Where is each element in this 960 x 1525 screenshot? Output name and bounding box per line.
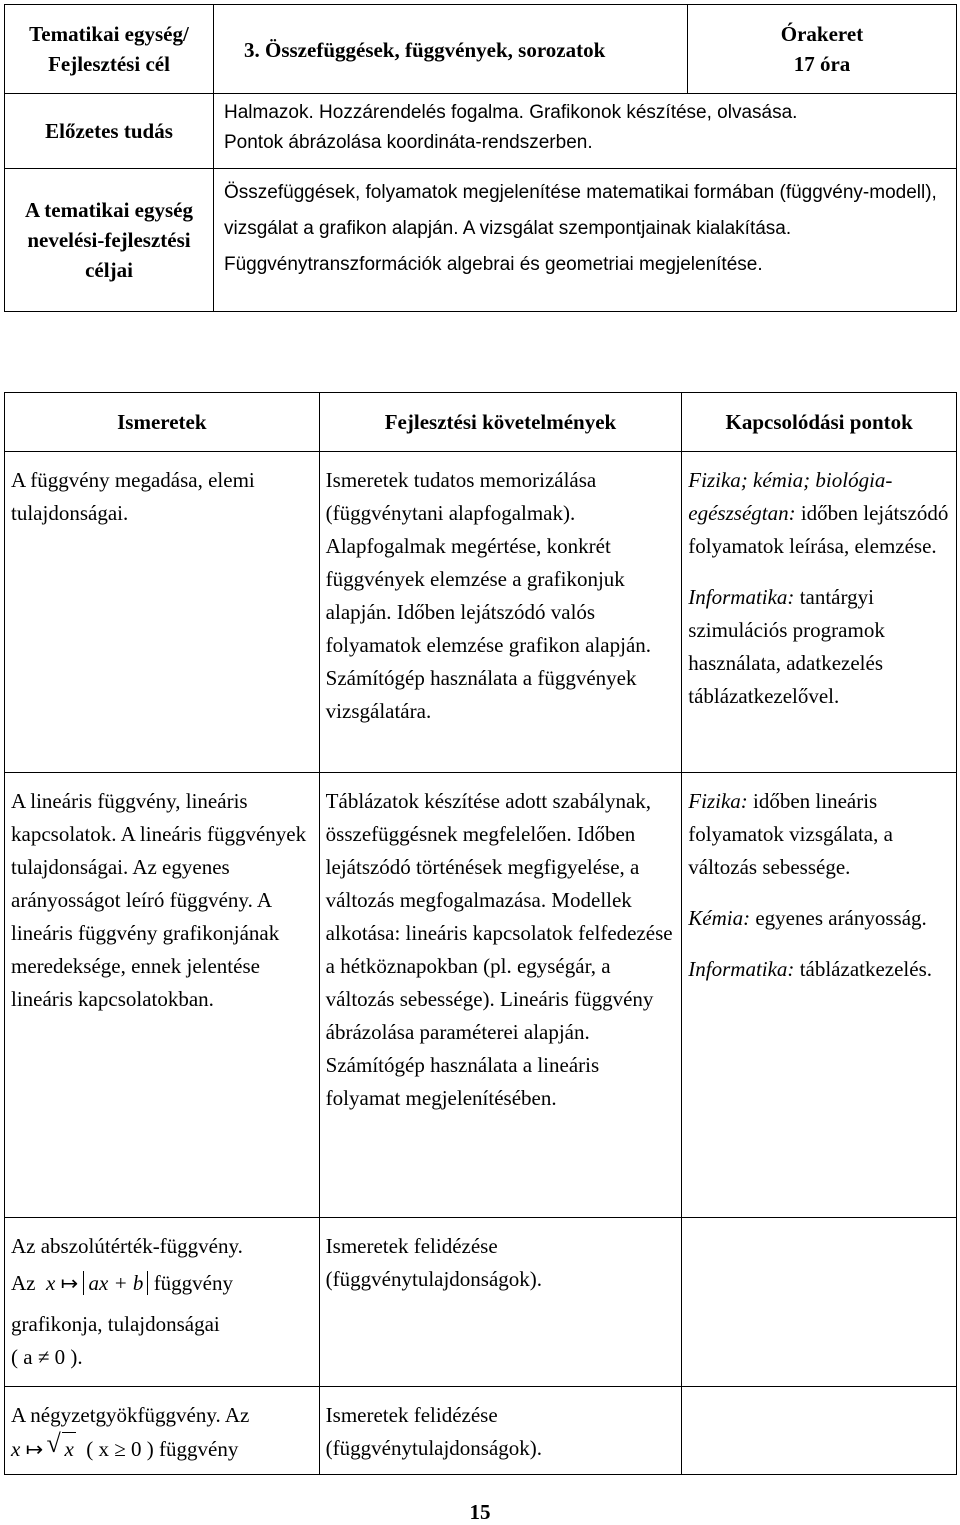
subject-name: Fizika; kémia; biológia-egészségtan:: [688, 468, 893, 525]
sqrt-function-title: A négyzetgyökfüggvény. Az: [11, 1403, 250, 1427]
abs-function-properties: grafikonja, tulajdonságai: [11, 1312, 220, 1336]
sqrt-function-formula: x ↦ √ x ( x ≥ 0 ) függvény: [11, 1432, 313, 1466]
connection-text: táblázatkezelés.: [799, 957, 933, 981]
row2-connections: [682, 773, 957, 1218]
prior-knowledge-line1: Halmazok. Hozzárendelés fogalma. Grafikonok készítése, olvasása.: [224, 102, 798, 123]
row1-requirements: Ismeretek tudatos memorizálása (függvénytani alapfogalmak). Alapfogalmak megértése, konkrét függvények elemzése a grafikonjuk alapján. Időben lejátszódó valós folyamatok elemzése grafikon alapján. Számítógép használata a függvények vizsgálatára.: [319, 452, 682, 773]
header-connections: Kapcsolódási pontok: [682, 393, 957, 452]
row1-connections: [682, 452, 957, 773]
curriculum-table: [4, 392, 957, 1475]
connection-entry: [688, 953, 950, 986]
topic-header-table: [4, 4, 957, 312]
hours-value: 17 óra: [793, 52, 851, 76]
connection-text: tantárgyi szimulációs programok használata, adatkezelés táblázatkezelővel.: [688, 585, 885, 708]
connection-entry: [688, 902, 950, 935]
row4-requirements: Ismeretek felidézése (függvénytulajdonságok).: [319, 1387, 682, 1475]
curriculum-header-row: [5, 393, 957, 452]
abs-function-title: Az abszolútérték-függvény.: [11, 1234, 243, 1258]
connection-text: egyenes arányosság.: [755, 906, 927, 930]
subject-name: Informatika:: [688, 957, 795, 981]
table-row: [5, 773, 957, 1218]
topic-unit-header: Tematikai egység/ Fejlesztési cél: [5, 5, 214, 94]
topic-title: 3. Összefüggések, függvények, sorozatok: [214, 5, 688, 94]
subject-name: Kémia:: [688, 906, 751, 930]
row2-knowledge: A lineáris függvény, lineáris kapcsolatok. A lineáris függvények tulajdonságai. Az egyenes arányosságot leíró függvény. A lineáris függvény grafikonjának meredeksége, ennek jelentése lineáris kapcsolatokban.: [5, 773, 320, 1218]
row3-connections: [682, 1218, 957, 1387]
row3-requirements: Ismeretek felidézése (függvénytulajdonságok).: [319, 1218, 682, 1387]
row2-requirements: Táblázatok készítése adott szabálynak, összefüggésnek megfelelően. Időben lejátszódó történések megfigyelése, a változás megfogalmazása. Modellek alkotása: lineáris kapcsolatok felfedezése a hétköznapokban (pl. egységár, a változás sebessége). Lineáris függvény ábrázolása paraméterei alapján. Számítógép használata a lineáris folyamat megjelenítésében.: [319, 773, 682, 1218]
prior-knowledge-line2: Pontok ábrázolása koordináta-rendszerben.: [224, 132, 593, 153]
row4-connections: [682, 1387, 957, 1475]
abs-function-condition: ( a ≠ 0 ).: [11, 1345, 83, 1369]
goals-label: A tematikai egység nevelési-fejlesztési céljai: [5, 169, 214, 312]
subject-name: Fizika:: [688, 789, 748, 813]
row4-knowledge: [5, 1387, 320, 1475]
goals-text: Összefüggések, folyamatok megjelenítése matematikai formában (függvény-modell), vizsgálat a grafikon alapján. A vizsgálat szempontjainak kialakítása. Függvénytranszformációk algebrai és geometriai megjelenítése.: [214, 169, 957, 312]
header-knowledge: Ismeretek: [5, 393, 320, 452]
prior-knowledge-text: [214, 94, 957, 169]
row1-knowledge: A függvény megadása, elemi tulajdonságai.: [5, 452, 320, 773]
row3-knowledge: [5, 1218, 320, 1387]
page-number: 15: [469, 1500, 491, 1524]
connection-entry: [688, 464, 950, 563]
header-requirements: Fejlesztési követelmények: [319, 393, 682, 452]
prior-knowledge-label: Előzetes tudás: [5, 94, 214, 169]
hours-cell: [688, 5, 957, 94]
table-row: [5, 1218, 957, 1387]
hours-label: Órakeret: [780, 22, 864, 46]
connection-entry: [688, 785, 950, 884]
connection-text: időben lineáris folyamatok vizsgálata, a változás sebessége.: [688, 789, 893, 879]
abs-function-formula: Az x ↦ ax + b függvény: [11, 1271, 234, 1295]
table-row: [5, 1387, 957, 1475]
table-row: [5, 452, 957, 773]
connection-entry: [688, 581, 950, 713]
subject-name: Informatika:: [688, 585, 795, 609]
connection-text: időben lejátszódó folyamatok leírása, elemzése.: [688, 501, 949, 558]
